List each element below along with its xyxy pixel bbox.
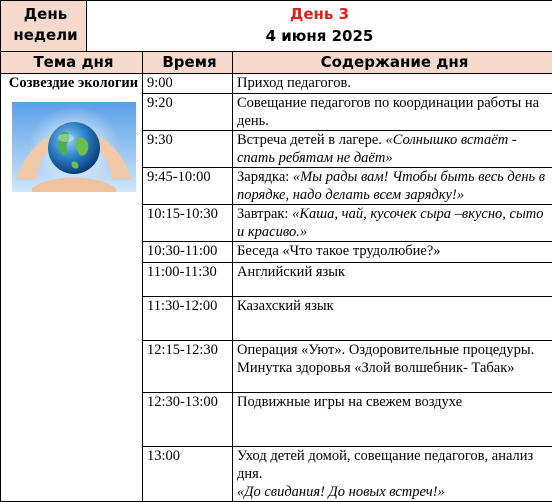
content-cell: Операция «Уют». Оздоровительные процедуры. Минутка здоровья «Злой волшебник- Табак»	[233, 341, 552, 393]
content-cell: Зарядка: «Мы рады вам! Чтобы быть весь день в порядке, надо делать всем зарядку!»	[233, 168, 552, 205]
date-title: 4 июня 2025	[266, 27, 374, 45]
theme-title: Созвездие экологии	[5, 74, 142, 92]
content-cell: Завтрак: «Каша, чай, кусочек сыра –вкусно, сыто и красиво.»	[233, 205, 552, 242]
time-cell: 9:30	[143, 131, 233, 168]
content-cell: Совещание педагогов по координации работы на день.	[233, 94, 552, 131]
globe-in-hands-icon	[12, 102, 136, 192]
time-cell: 11:00-11:30	[143, 263, 233, 297]
theme-column-header: Тема дня	[1, 52, 143, 74]
time-cell: 13:00	[143, 447, 233, 502]
day-title-cell	[87, 1, 552, 52]
day-of-week-header	[1, 1, 87, 52]
theme-cell	[1, 74, 143, 502]
time-cell: 9:20	[143, 94, 233, 131]
time-cell: 10:15-10:30	[143, 205, 233, 242]
time-cell: 12:30-13:00	[143, 393, 233, 447]
time-cell: 10:30-11:00	[143, 242, 233, 263]
time-cell: 12:15-12:30	[143, 341, 233, 393]
content-column-header: Содержание дня	[233, 52, 552, 74]
day-of-week-label: День недели	[5, 1, 86, 46]
time-cell: 11:30-12:00	[143, 297, 233, 341]
content-cell: Уход детей домой, совещание педагогов, анализ дня. «До свидания! До новых встреч!»	[233, 447, 552, 502]
time-cell: 9:45-10:00	[143, 168, 233, 205]
time-cell: 9:00	[143, 74, 233, 94]
day-number-title: День 3	[87, 3, 552, 25]
content-cell: Подвижные игры на свежем воздухе	[233, 393, 552, 447]
table-row	[1, 74, 552, 94]
content-cell: Беседа «Что такое трудолюбие?»	[233, 242, 552, 263]
content-cell: Приход педагогов.	[233, 74, 552, 94]
content-cell: Казахский язык	[233, 297, 552, 341]
time-column-header: Время	[143, 52, 233, 74]
content-cell: Встреча детей в лагере. «Солнышко встаёт - спать ребятам не даёт»	[233, 131, 552, 168]
content-cell: Английский язык	[233, 263, 552, 297]
